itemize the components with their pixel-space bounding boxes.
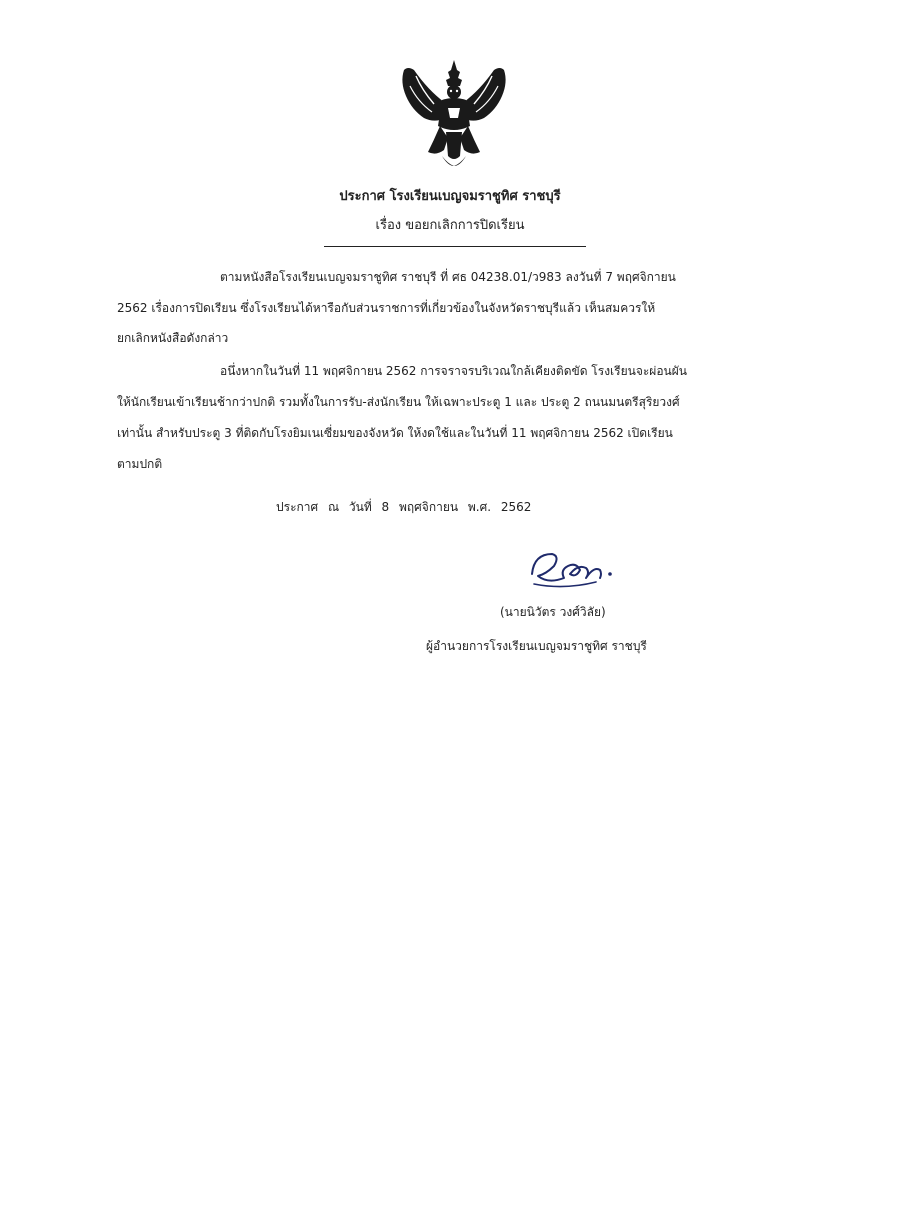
signer-name: (นายนิวัตร วงศ์วิลัย) <box>500 605 606 619</box>
body-line: ตามปกติ <box>117 457 163 471</box>
announcement-title: ประกาศ โรงเรียนเบญจมราชูทิศ ราชบุรี <box>339 189 561 204</box>
body-line: ยกเลิกหนังสือดังกล่าว <box>117 331 229 345</box>
title-divider <box>324 246 586 247</box>
announcement-date: ประกาศ ณ วันที่ 8 พฤศจิกายน พ.ศ. 2562 <box>276 500 532 514</box>
garuda-emblem-icon <box>394 56 514 178</box>
announcement-subject: เรื่อง ขอยกเลิกการปิดเรียน <box>375 218 525 233</box>
body-line: ตามหนังสือโรงเรียนเบญจมราชูทิศ ราชบุรี ที่ ศธ 04238.01/ว983 ลงวันที่ 7 พฤศจิกายน <box>220 270 676 284</box>
body-line: อนึ่งหากในวันที่ 11 พฤศจิกายน 2562 การจราจรบริเวณใกล้เคียงติดขัด โรงเรียนจะผ่อนผัน <box>220 364 687 378</box>
body-line: เท่านั้น สำหรับประตู 3 ที่ติดกับโรงยิมเนเซี่ยมของจังหวัด ให้งดใช้และในวันที่ 11 พฤศจิกายน 2562 เปิดเรียน <box>117 426 673 440</box>
body-line: 2562 เรื่องการปิดเรียน ซึ่งโรงเรียนได้หารือกับส่วนราชการที่เกี่ยวข้องในจังหวัดราชบุรีแล้ว เห็นสมควรให้ <box>117 301 656 315</box>
body-line: ให้นักเรียนเข้าเรียนช้ากว่าปกติ รวมทั้งในการรับ-ส่งนักเรียน ให้เฉพาะประตู 1 และ ประตู 2 ถนนมนตรีสุริยวงศ์ <box>117 395 680 409</box>
signature-icon <box>524 544 624 594</box>
signer-title: ผู้อำนวยการโรงเรียนเบญจมราชูทิศ ราชบุรี <box>426 639 647 653</box>
